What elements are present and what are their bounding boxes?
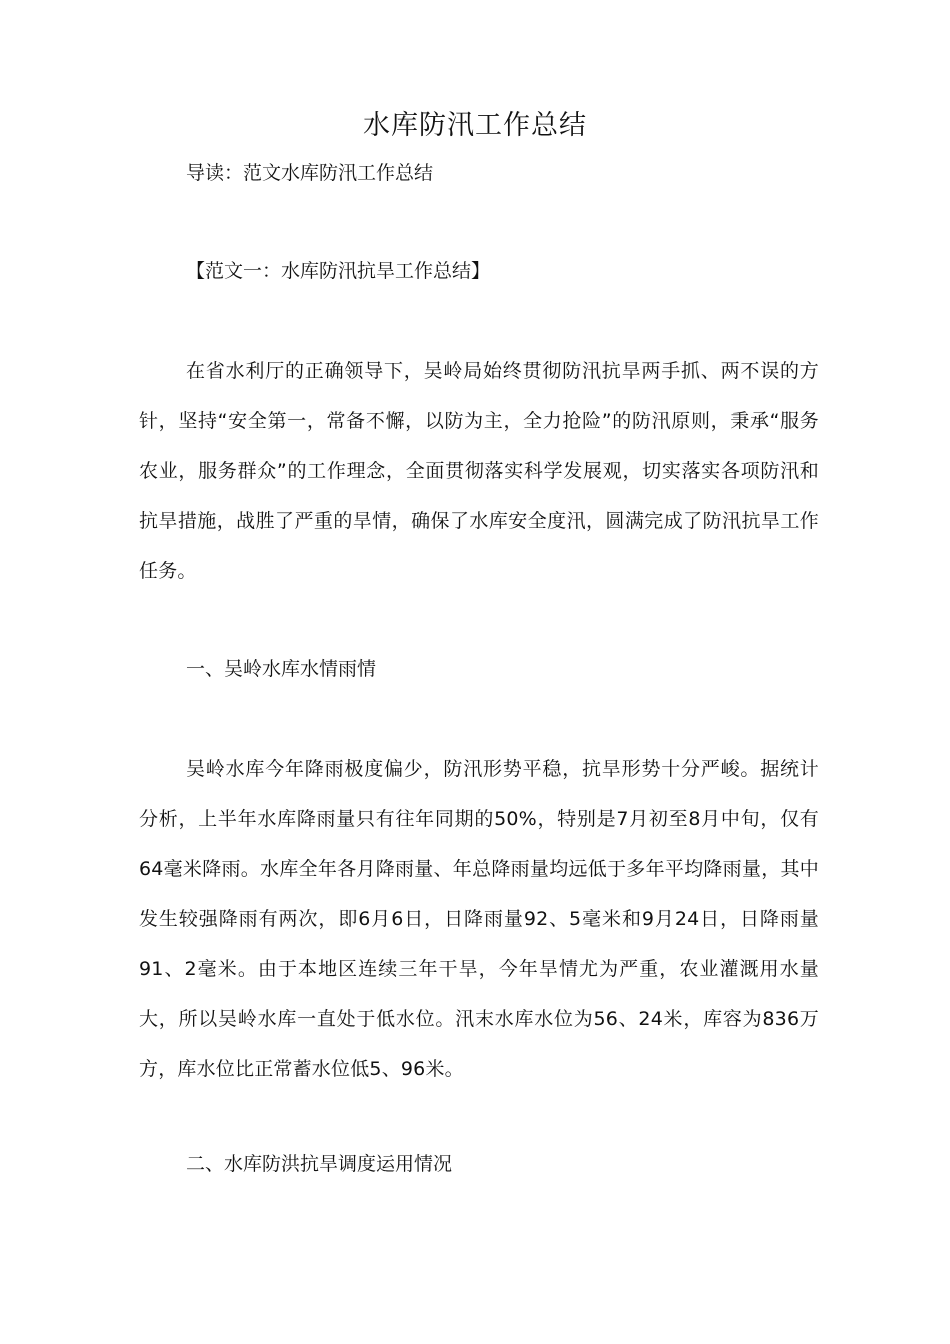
rainfall-paragraph: 吴岭水库今年降雨极度偏少，防汛形势平稳，抗旱形势十分严峻。据统计分析，上半年水库降雨量只有往年同期的50%，特别是7月初至8月中旬，仅有64毫米降雨。水库全年各月降雨量、年总降雨量均远低于多年平均降雨量，其中发生较强降雨有两次，即6月6日，日降雨量92、5毫米和9月24日，日降雨量91、2毫米。由于本地区连续三年干旱，今年旱情尤为严重，农业灌溉用水量大，所以吴岭水库一直处于低水位。汛末水库水位为56、24米，库容为836万方，库水位比正常蓄水位低5、96米。 bbox=[139, 758, 819, 1080]
sample-heading: 【范文一：水库防汛抗旱工作总结】 bbox=[186, 260, 491, 282]
section-heading-2: 二、水库防洪抗旱调度运用情况 bbox=[186, 1153, 453, 1175]
document-title: 水库防汛工作总结 bbox=[363, 110, 587, 141]
section-heading-1: 一、吴岭水库水情雨情 bbox=[186, 658, 377, 680]
guide-line: 导读：范文水库防汛工作总结 bbox=[186, 162, 434, 184]
intro-paragraph: 在省水利厅的正确领导下，吴岭局始终贯彻防汛抗旱两手抓、两不误的方针，坚持“安全第一，常备不懈，以防为主，全力抢险”的防汛原则，秉承“服务农业，服务群众”的工作理念，全面贯彻落实科学发展观，切实落实各项防汛和抗旱措施，战胜了严重的旱情，确保了水库安全度汛，圆满完成了防汛抗旱工作任务。 bbox=[139, 360, 819, 582]
